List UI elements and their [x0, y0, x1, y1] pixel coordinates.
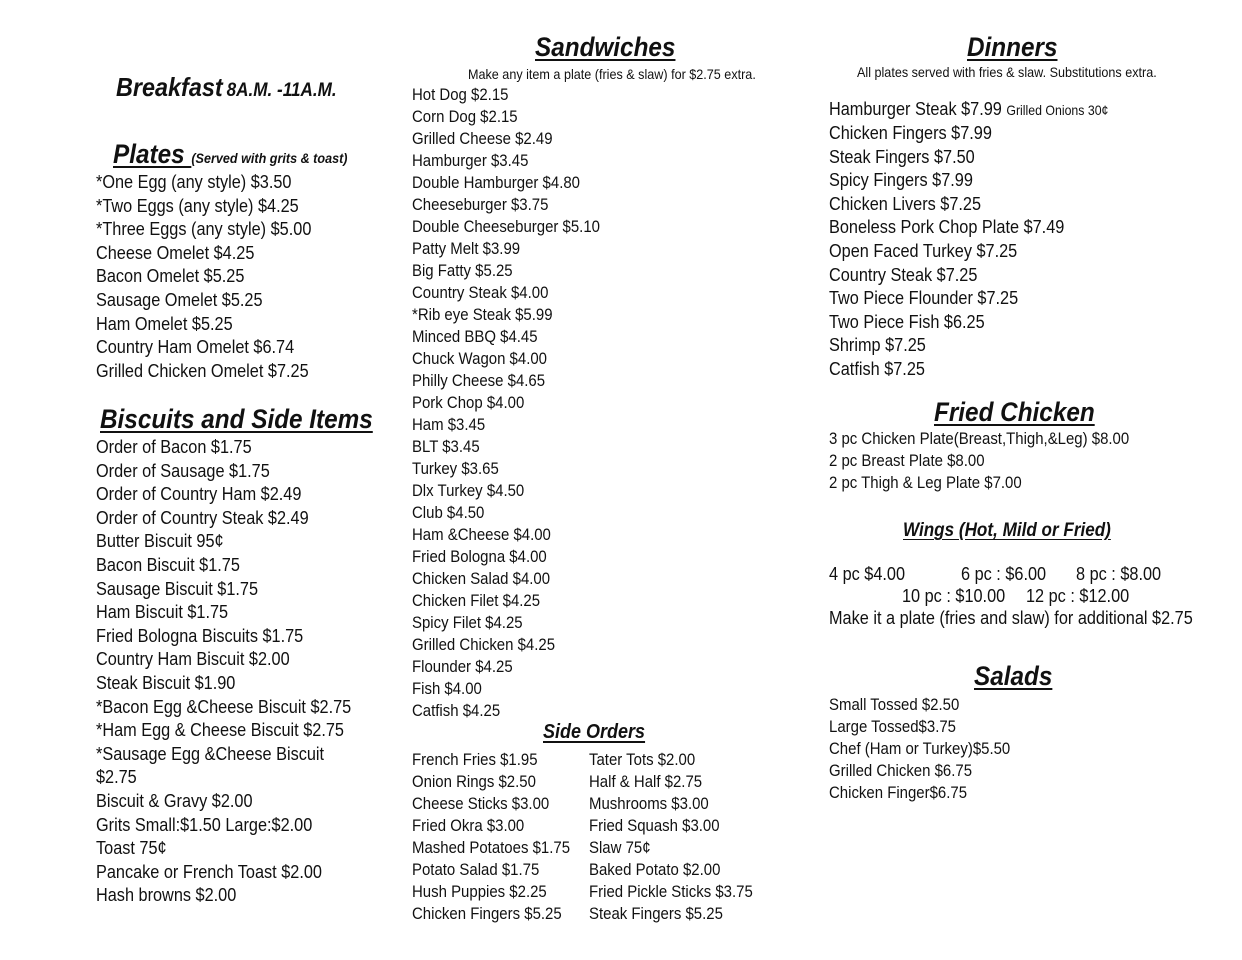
- biscuits-item: Hash browns $2.00: [96, 884, 237, 906]
- sandwich-item: Flounder $4.25: [412, 657, 513, 676]
- dinner-item-first: [829, 98, 1108, 121]
- dinner-item: Chicken Fingers $7.99: [829, 122, 992, 143]
- side-order-item: Baked Potato $2.00: [589, 860, 721, 879]
- biscuits-item: Country Ham Biscuit $2.00: [96, 648, 290, 670]
- biscuits-item: Pancake or French Toast $2.00: [96, 860, 322, 882]
- sandwich-item: Country Steak $4.00: [412, 283, 549, 302]
- side-order-item: Steak Fingers $5.25: [589, 904, 723, 923]
- dinner-item: Spicy Fingers $7.99: [829, 169, 973, 191]
- dinner-item: Boneless Pork Chop Plate $7.49: [829, 216, 1065, 238]
- breakfast-hours: 8A.M. -11A.M.: [226, 80, 337, 101]
- side-order-item: Half & Half $2.75: [589, 772, 703, 791]
- biscuits-item: *Bacon Egg &Cheese Biscuit $2.75: [96, 695, 352, 717]
- wings-8pc: 8 pc : $8.00: [1076, 563, 1162, 584]
- wings-10pc: 10 pc : $10.00: [902, 585, 1006, 606]
- dinner-item: Two Piece Fish $6.25: [829, 310, 985, 332]
- plates-note: (Served with grits & toast): [191, 150, 348, 166]
- sandwich-item: Philly Cheese $4.65: [412, 371, 546, 390]
- biscuits-item: Steak Biscuit $1.90: [96, 672, 236, 693]
- breakfast-heading: [116, 72, 337, 103]
- biscuits-item: Order of Country Ham $2.49: [96, 483, 302, 505]
- side-order-item: Tater Tots $2.00: [589, 750, 696, 769]
- dinner-item: Chicken Livers $7.25: [829, 192, 982, 214]
- sandwich-item: Minced BBQ $4.45: [412, 327, 538, 346]
- sandwich-item: Catfish $4.25: [412, 701, 501, 720]
- sandwich-item: Hot Dog $2.15: [412, 85, 509, 104]
- dinner-item: Two Piece Flounder $7.25: [829, 287, 1019, 309]
- dinners-note: All plates served with fries & slaw. Substitutions extra.: [857, 64, 1157, 80]
- plates-item: Country Ham Omelet $6.74: [96, 336, 295, 358]
- side-order-item: Fried Pickle Sticks $3.75: [589, 882, 753, 901]
- sandwich-item: Club $4.50: [412, 503, 485, 522]
- sandwich-item: Grilled Cheese $2.49: [412, 129, 553, 148]
- side-order-item: Slaw 75¢: [589, 838, 651, 857]
- sandwich-item: Pork Chop $4.00: [412, 393, 525, 412]
- salad-item: Chicken Finger$6.75: [829, 783, 968, 802]
- plates-item: Ham Omelet $5.25: [96, 312, 233, 334]
- biscuits-item: Sausage Biscuit $1.75: [96, 577, 259, 599]
- plates-heading: [113, 138, 347, 174]
- wings-heading: Wings (Hot, Mild or Fried): [903, 520, 1111, 541]
- biscuits-item: Order of Bacon $1.75: [96, 436, 252, 457]
- biscuits-item: $2.75: [96, 766, 137, 788]
- sandwich-item: Patty Melt $3.99: [412, 239, 521, 258]
- wings-6pc: 6 pc : $6.00: [961, 563, 1047, 584]
- plates-item: *One Egg (any style) $3.50: [96, 171, 292, 192]
- plates-item: Bacon Omelet $5.25: [96, 265, 245, 287]
- dinner-item: Shrimp $7.25: [829, 334, 926, 356]
- side-order-item: Hush Puppies $2.25: [412, 882, 547, 901]
- dinner-item: Catfish $7.25: [829, 358, 925, 379]
- sandwich-item: Hamburger $3.45: [412, 151, 529, 170]
- side-order-item: Potato Salad $1.75: [412, 860, 540, 879]
- biscuits-item: Toast 75¢: [96, 837, 167, 859]
- plates-item: Sausage Omelet $5.25: [96, 289, 263, 310]
- salad-item: Large Tossed$3.75: [829, 717, 956, 736]
- biscuits-item: Ham Biscuit $1.75: [96, 601, 229, 623]
- breakfast-title: Breakfast: [116, 72, 223, 102]
- plates-title: Plates: [113, 139, 192, 169]
- biscuits-item: Grits Small:$1.50 Large:$2.00: [96, 813, 313, 835]
- side-order-item: Mashed Potatoes $1.75: [412, 838, 571, 857]
- side-order-item: Mushrooms $3.00: [589, 794, 709, 813]
- sandwich-item: *Rib eye Steak $5.99: [412, 305, 553, 324]
- dinner-item-first-label: Hamburger Steak $7.99: [829, 98, 1002, 119]
- sandwich-item: Big Fatty $5.25: [412, 261, 513, 280]
- sandwich-item: Cheeseburger $3.75: [412, 195, 549, 214]
- biscuits-item: Order of Country Steak $2.49: [96, 506, 309, 528]
- biscuits-item: Fried Bologna Biscuits $1.75: [96, 624, 304, 646]
- sandwich-item: Chicken Filet $4.25: [412, 591, 541, 610]
- wings-plate-note: Make it a plate (fries and slaw) for additional $2.75: [829, 607, 1193, 628]
- side-order-item: Fried Okra $3.00: [412, 816, 525, 835]
- sandwich-item: Fried Bologna $4.00: [412, 547, 547, 566]
- plates-item: Cheese Omelet $4.25: [96, 241, 255, 263]
- fried-chicken-heading: Fried Chicken: [934, 397, 1095, 427]
- side-orders-heading: Side Orders: [543, 721, 646, 743]
- sandwich-item: Ham &Cheese $4.00: [412, 525, 551, 544]
- wings-12pc: 12 pc : $12.00: [1026, 585, 1130, 606]
- side-order-item: Chicken Fingers $5.25: [412, 904, 562, 923]
- sandwich-item: Corn Dog $2.15: [412, 107, 518, 126]
- plates-item: *Three Eggs (any style) $5.00: [96, 218, 312, 240]
- biscuits-item: Order of Sausage $1.75: [96, 459, 270, 481]
- sandwich-item: Double Hamburger $4.80: [412, 173, 580, 192]
- dinner-item-first-note: Grilled Onions 30¢: [1006, 102, 1109, 118]
- biscuits-item: *Sausage Egg &Cheese Biscuit: [96, 742, 325, 764]
- dinner-item: Steak Fingers $7.50: [829, 145, 975, 167]
- biscuits-heading: Biscuits and Side Items: [100, 404, 373, 434]
- salad-item: Small Tossed $2.50: [829, 695, 960, 714]
- sandwiches-heading: Sandwiches: [535, 32, 676, 62]
- sandwich-item: Fish $4.00: [412, 679, 482, 698]
- sandwich-item: Double Cheeseburger $5.10: [412, 217, 600, 236]
- biscuits-item: Butter Biscuit 95¢: [96, 530, 224, 552]
- dinners-heading: Dinners: [967, 32, 1058, 62]
- salads-heading: Salads: [974, 661, 1053, 691]
- sandwiches-note: Make any item a plate (fries & slaw) for $2.75 extra.: [468, 66, 756, 82]
- fried-chicken-item: 2 pc Breast Plate $8.00: [829, 451, 985, 470]
- sandwich-item: Turkey $3.65: [412, 459, 499, 478]
- fried-chicken-item: 3 pc Chicken Plate(Breast,Thigh,&Leg) $8.00: [829, 429, 1130, 448]
- plates-item: Grilled Chicken Omelet $7.25: [96, 359, 309, 381]
- biscuits-item: Biscuit & Gravy $2.00: [96, 790, 253, 811]
- wings-4pc: 4 pc $4.00: [829, 563, 906, 584]
- plates-item: *Two Eggs (any style) $4.25: [96, 194, 299, 216]
- sandwich-item: Ham $3.45: [412, 415, 486, 434]
- side-order-item: French Fries $1.95: [412, 750, 538, 769]
- sandwich-item: BLT $3.45: [412, 437, 480, 456]
- salad-item: Chef (Ham or Turkey)$5.50: [829, 739, 1011, 758]
- sandwich-item: Chuck Wagon $4.00: [412, 349, 548, 368]
- salad-item: Grilled Chicken $6.75: [829, 761, 973, 780]
- sandwich-item: Spicy Filet $4.25: [412, 613, 523, 632]
- side-order-item: Cheese Sticks $3.00: [412, 794, 550, 813]
- sandwich-item: Chicken Salad $4.00: [412, 569, 551, 588]
- fried-chicken-item: 2 pc Thigh & Leg Plate $7.00: [829, 473, 1022, 492]
- dinner-item: Open Faced Turkey $7.25: [829, 240, 1018, 261]
- biscuits-item: *Ham Egg & Cheese Biscuit $2.75: [96, 719, 344, 741]
- side-order-item: Fried Squash $3.00: [589, 816, 720, 835]
- side-order-item: Onion Rings $2.50: [412, 772, 536, 791]
- sandwich-item: Dlx Turkey $4.50: [412, 481, 525, 500]
- biscuits-item: Bacon Biscuit $1.75: [96, 554, 240, 575]
- sandwich-item: Grilled Chicken $4.25: [412, 635, 556, 654]
- dinner-item: Country Steak $7.25: [829, 263, 978, 285]
